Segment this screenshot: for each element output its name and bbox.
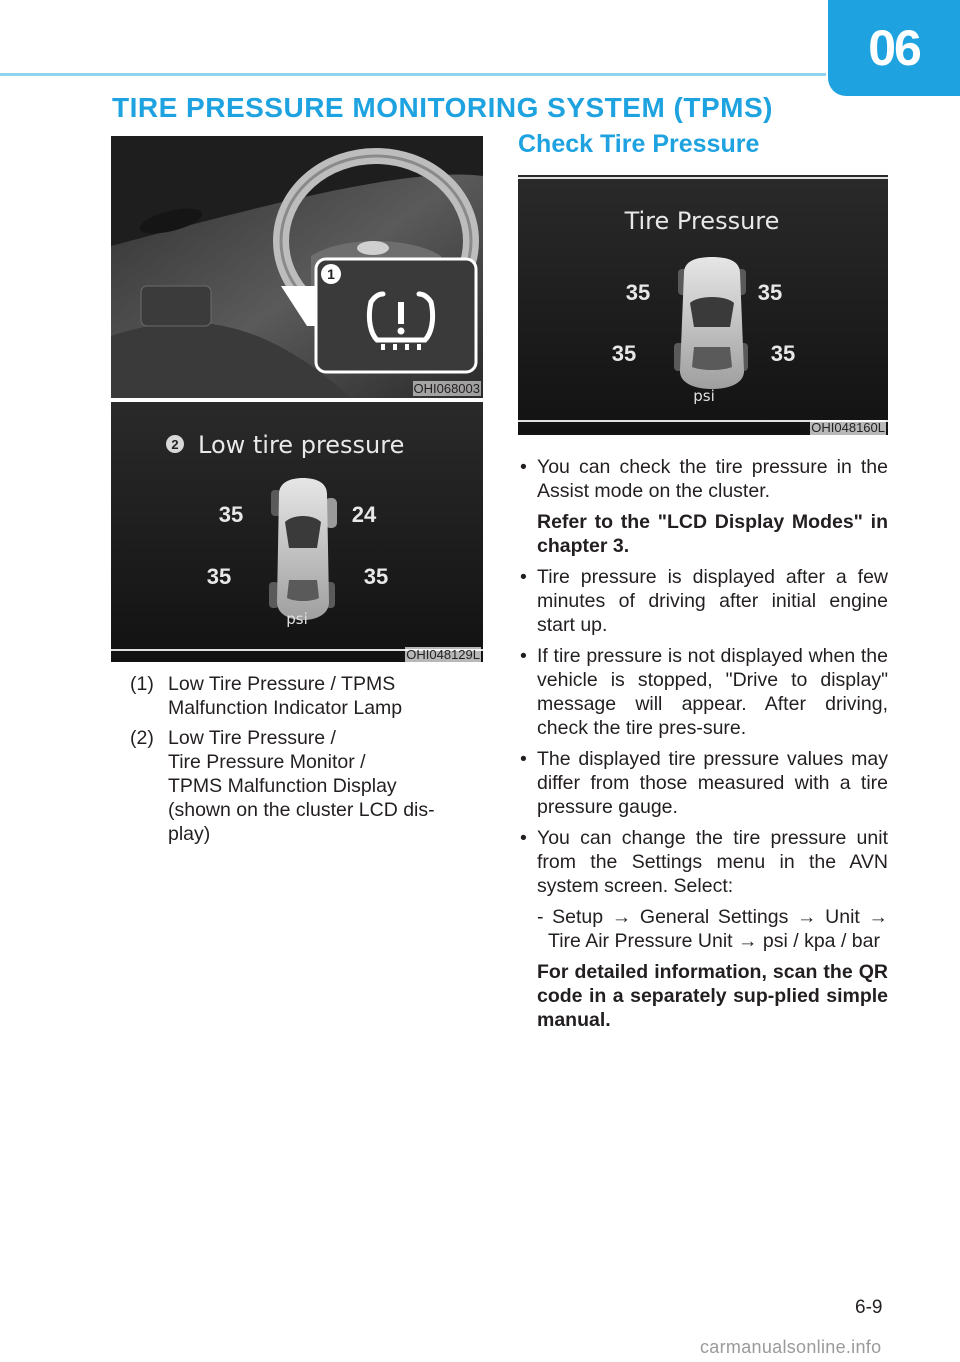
- bullet-text: You can check the tire pressure in the Assist mode on the cluster.: [537, 456, 888, 502]
- section-title: TIRE PRESSURE MONITORING SYSTEM (TPMS): [112, 92, 773, 123]
- figure-code: OHI048160L: [811, 420, 885, 435]
- figure-code: OHI048129L: [406, 647, 480, 662]
- header-rule: [0, 73, 826, 76]
- callout-1-number: 1: [327, 266, 335, 282]
- menu-path: - Setup → General Settings → Unit → Tire Air Pressure Unit → psi / kpa / bar: [537, 906, 888, 952]
- caption-text: Low Tire Pressure / Tire Pressure Monitor / TPMS Malfunction Display (shown on the cluster LCD dis- play): [168, 727, 435, 845]
- bullet-text: If tire pressure is not displayed when the vehicle is stopped, "Drive to display" message will appear. After driving, check the tire pres-sure.: [537, 645, 888, 739]
- caption-item: [130, 672, 470, 720]
- bullet-item: [518, 455, 888, 558]
- caption-number: (1): [130, 673, 154, 695]
- caption-item: [130, 726, 470, 846]
- bullet-dot: •: [520, 748, 527, 770]
- car-top-view: [674, 257, 748, 389]
- bullet-dot: •: [520, 827, 527, 849]
- pressure-unit: psi: [286, 610, 308, 628]
- tire-pressure-display: [518, 175, 888, 435]
- tire-pressure-bullets: [518, 455, 888, 1039]
- car-top-view: [269, 478, 337, 620]
- callout-2-number: 2: [171, 437, 179, 452]
- low-pressure-lcd: [111, 402, 483, 662]
- figure-captions: [130, 672, 470, 852]
- rear-right-pressure: 35: [363, 564, 389, 589]
- check-tire-pressure-heading: Check Tire Pressure: [518, 130, 760, 158]
- bullet-text: The displayed tire pressure values may differ from those measured with a tire pressure gauge.: [537, 748, 888, 818]
- bullet-item: [518, 644, 888, 740]
- bullet-dot: •: [520, 456, 527, 478]
- bullet-text: You can change the tire pressure unit from the Settings menu in the AVN system screen. Select:: [537, 827, 888, 897]
- bullet-item: [518, 565, 888, 637]
- pressure-unit: psi: [693, 387, 715, 405]
- front-left-pressure: 35: [625, 280, 651, 305]
- bullet-item: [518, 747, 888, 819]
- page-number: 6-9: [855, 1297, 883, 1318]
- bullet-dot: •: [520, 645, 527, 667]
- rear-left-pressure: 35: [206, 564, 232, 589]
- watermark: carmanualsonline.info: [700, 1337, 882, 1357]
- dashboard-photo: [111, 136, 483, 398]
- bullet-item: [518, 826, 888, 1032]
- bullet-dot: •: [520, 566, 527, 588]
- tire-pressure-lcd: [518, 175, 888, 435]
- front-left-pressure: 35: [218, 502, 244, 527]
- rear-right-pressure: 35: [770, 341, 796, 366]
- figure-code: OHI068003: [413, 381, 480, 396]
- bullet-note: For detailed information, scan the QR code in a separately sup-plied simple manual.: [537, 961, 888, 1031]
- caption-number: (2): [130, 727, 154, 749]
- bullet-note: Refer to the "LCD Display Modes" in chapter 3.: [537, 511, 888, 557]
- front-right-pressure: 24: [351, 502, 377, 527]
- bullet-text: Tire pressure is displayed after a few minutes of driving after initial engine start up.: [537, 566, 888, 636]
- rear-left-pressure: 35: [611, 341, 637, 366]
- dashboard-illustration: [111, 136, 483, 398]
- lcd-title: Tire Pressure: [624, 207, 780, 235]
- low-pressure-display: [111, 402, 483, 662]
- lcd-title: Low tire pressure: [198, 431, 405, 459]
- caption-text: Low Tire Pressure / TPMS Malfunction Indicator Lamp: [168, 673, 403, 719]
- front-right-pressure: 35: [757, 280, 783, 305]
- chapter-tab: 06: [828, 0, 960, 96]
